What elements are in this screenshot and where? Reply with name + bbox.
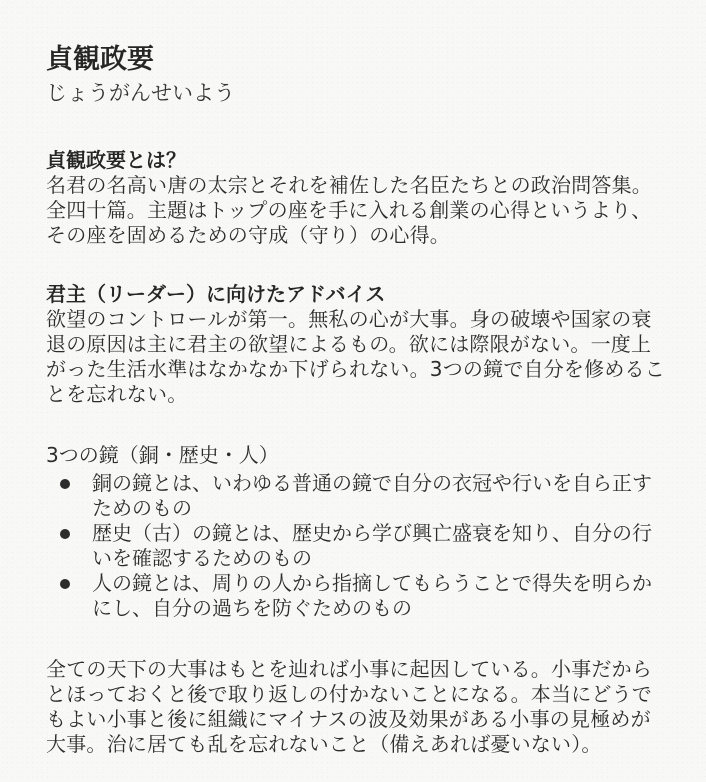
section-body-advice: 欲望のコントロールが第一。無私の心が大事。身の破壊や国家の衰退の原因は主に君主の欲望によるもの。欲には際限がない。一度上がった生活水準はなかなか下げられない。3つの鏡で自分を修めることを忘れない。 — [46, 307, 665, 406]
section-about — [46, 148, 666, 248]
bullet-icon — [60, 479, 70, 489]
section-advice — [46, 282, 666, 407]
title-reading: じょうがんせいよう — [46, 81, 235, 105]
list-item-text: 人の鏡とは、周りの人から指摘してもらうことで得失を明らかにし、自分の過ちを防ぐためのもの — [92, 571, 652, 620]
bullet-icon — [60, 579, 70, 589]
closing-paragraph: 全ての天下の大事はもとを辿れば小事に起因している。小事だからとほっておくと後で取り返しの付かないことになる。本当にどうでもよい小事と後に組織にマイナスの波及効果がある小事の見極めが大事。治に居ても乱を忘れないこと（備えあれば憂いない）。 — [46, 657, 652, 756]
page-title: 貞観政要 — [46, 44, 154, 75]
note-page — [46, 42, 666, 757]
bullet-icon — [60, 529, 70, 539]
list-item — [46, 521, 666, 571]
mirrors-title: 3つの鏡（銅・歴史・人） — [46, 443, 279, 467]
section-heading-advice: 君主（リーダー）に向けたアドバイス — [46, 282, 386, 306]
section-body-about: 名君の名高い唐の太宗とそれを補佐した名臣たちとの政治問答集。全四十篇。主題はトップの座を手に入れる創業の心得というより、その座を固めるための守成（守り）の心得。 — [46, 173, 652, 247]
section-mirrors — [46, 443, 666, 621]
section-closing — [46, 657, 666, 757]
list-item-text: 歴史（古）の鏡とは、歴史から学び興亡盛衰を知り、自分の行いを確認するためのもの — [92, 521, 652, 570]
section-heading-about: 貞観政要とは？ — [46, 148, 186, 172]
list-item-text: 銅の鏡とは、いわゆる普通の鏡で自分の衣冠や行いを自ら正すためのもの — [92, 471, 652, 520]
list-item — [46, 571, 666, 621]
list-item — [46, 471, 666, 521]
mirrors-list — [46, 471, 666, 621]
